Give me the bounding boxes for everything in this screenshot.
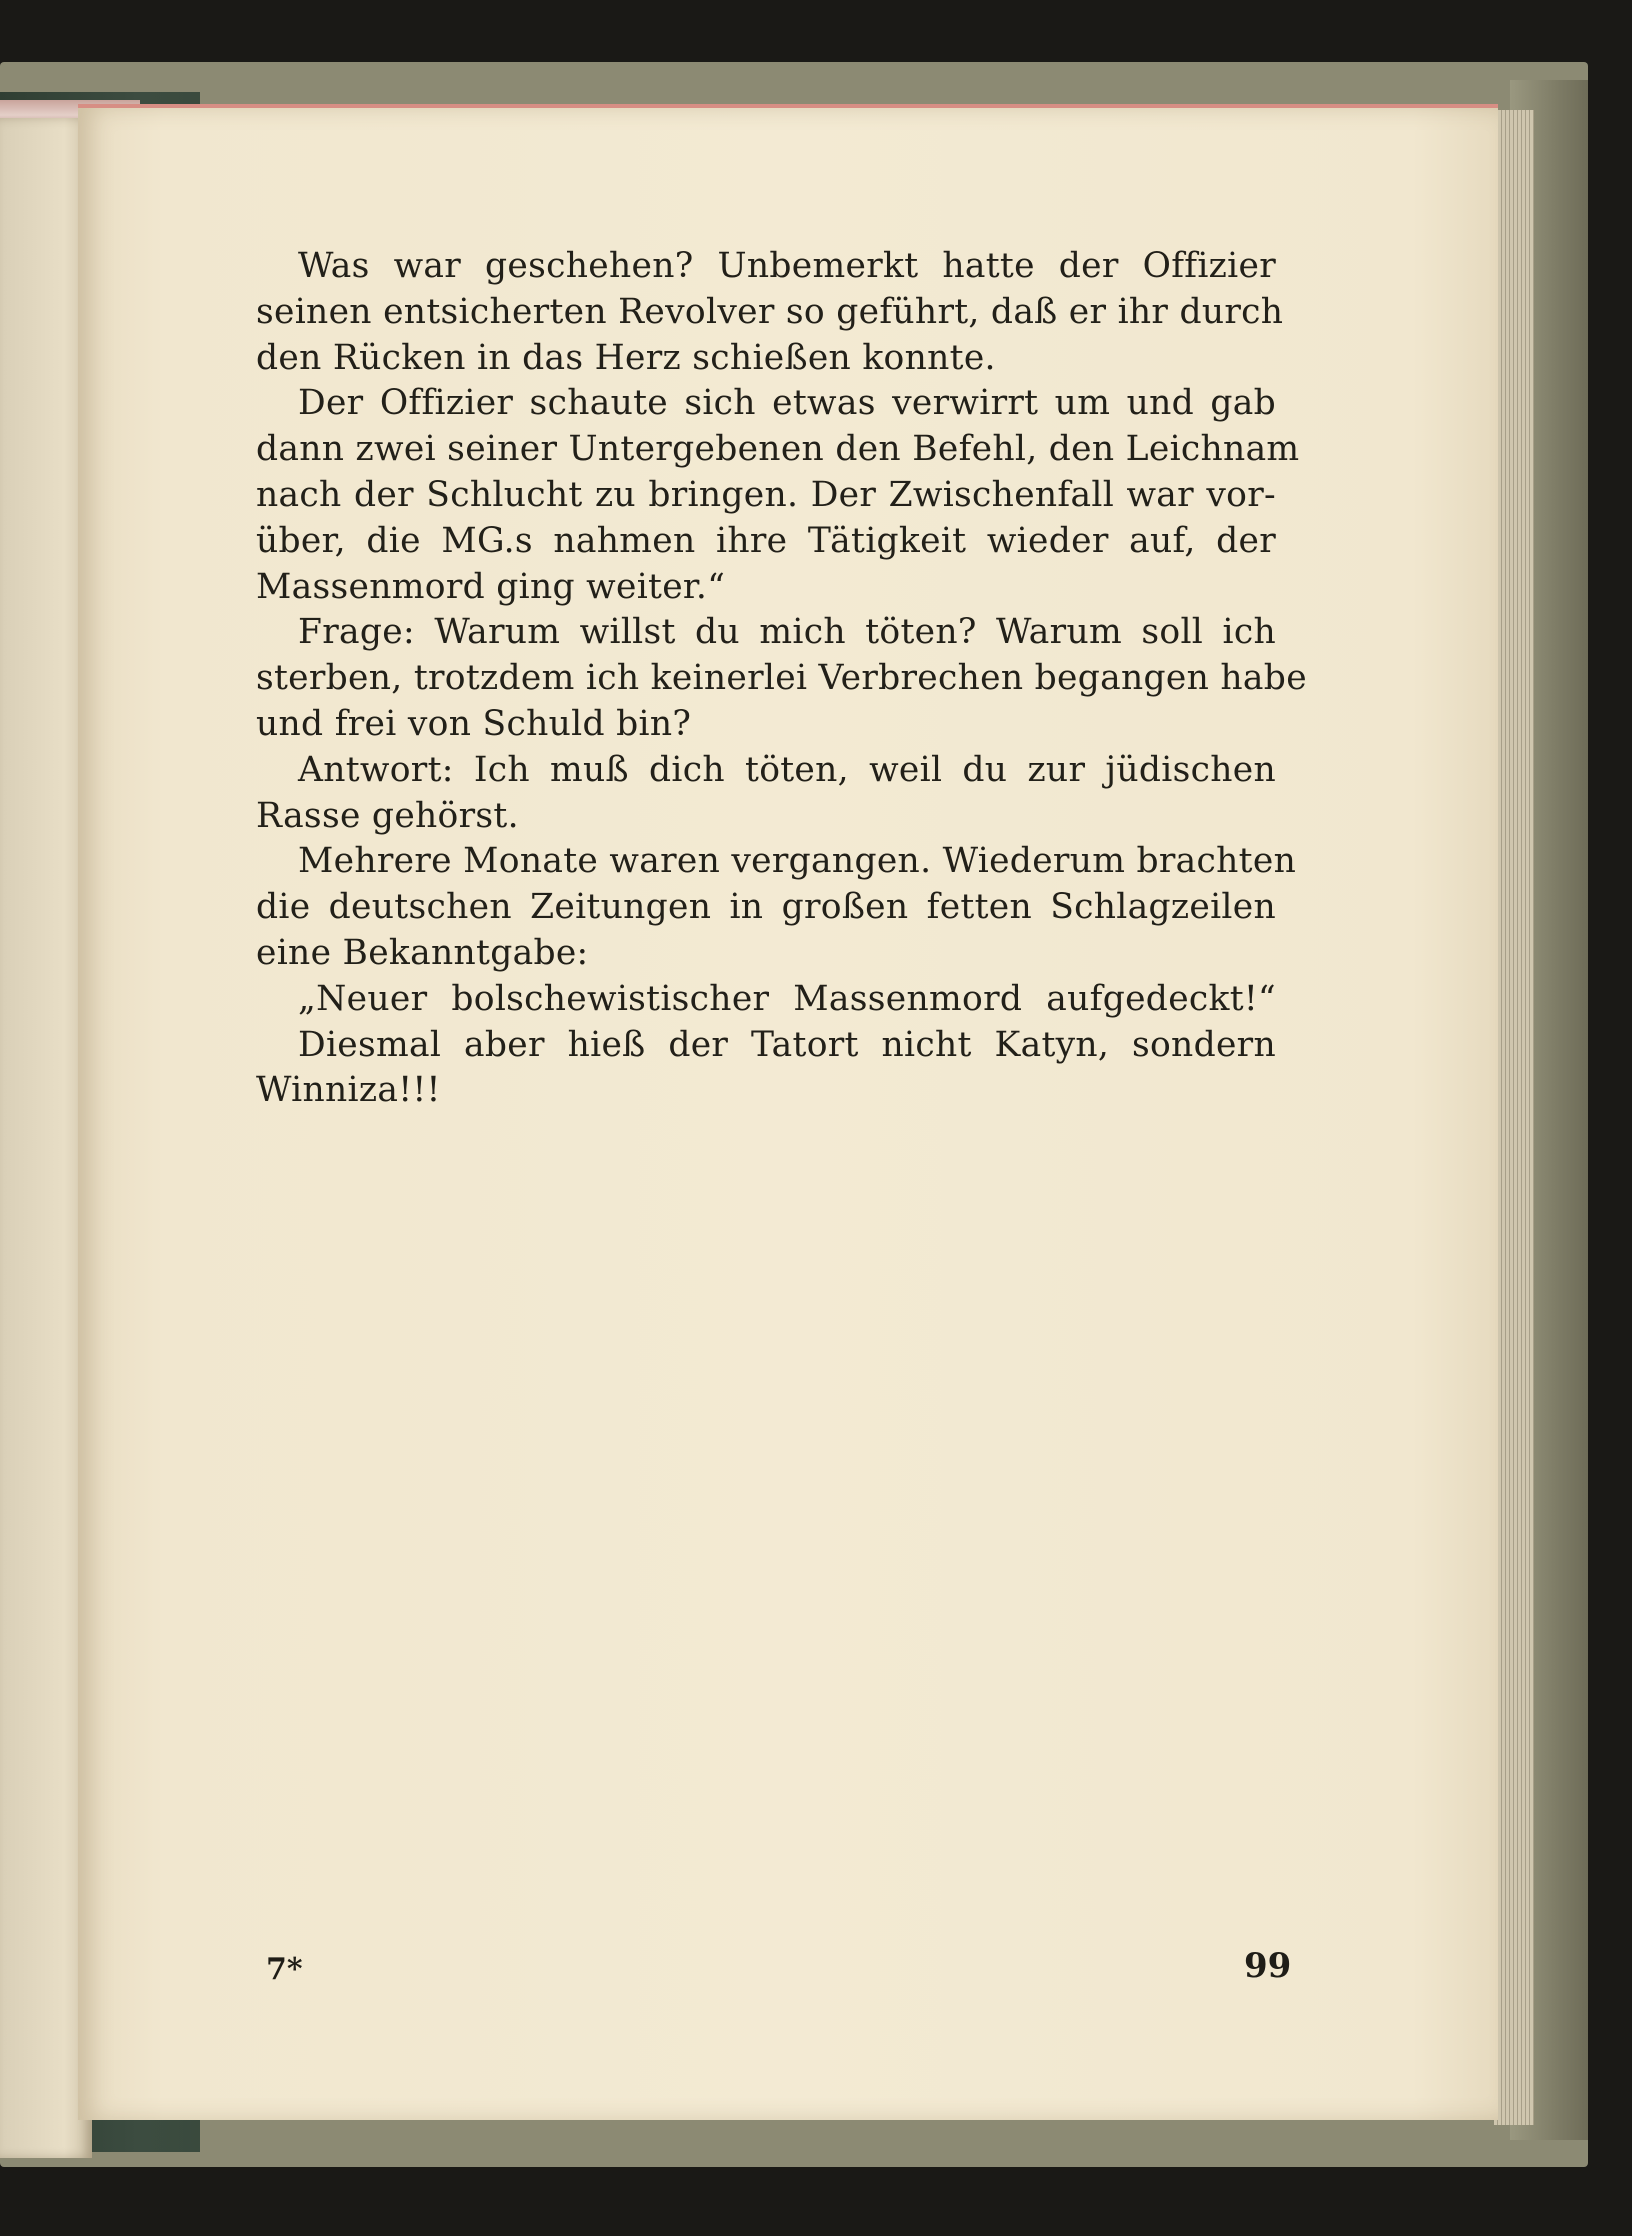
text-line: über, die MG.s nahmen ihre Tätigkeit wieder auf, der: [256, 520, 1276, 561]
text-line: und frei von Schuld bin?: [256, 703, 692, 744]
text-line: „Neuer bolschewistischer Massenmord aufgedeckt!“: [298, 978, 1276, 1019]
text-line: dann zwei seiner Untergebenen den Befehl, den Leichnam: [256, 429, 1300, 470]
body-text: [256, 244, 1307, 1114]
paragraph: [256, 1023, 1276, 1115]
signature-mark: 7*: [266, 1952, 303, 1987]
text-line: die deutschen Zeitungen in großen fetten Schlagzeilen: [256, 887, 1276, 928]
paragraph: [256, 748, 1276, 840]
text-line: Diesmal aber hieß der Tatort nicht Katyn, sondern: [298, 1024, 1276, 1065]
text-line: den Rücken in das Herz schießen konnte.: [256, 337, 996, 378]
text-line: sterben, trotzdem ich keinerlei Verbrechen begangen habe: [256, 658, 1307, 699]
paragraph: [256, 610, 1307, 747]
text-line: Frage: Warum willst du mich töten? Warum soll ich: [298, 612, 1276, 653]
text-line: eine Bekanntgabe:: [256, 932, 589, 973]
paragraph: [256, 839, 1297, 976]
paragraph: [256, 977, 1276, 1023]
text-line: Massenmord ging weiter.“: [256, 566, 726, 607]
text-line: nach der Schlucht zu bringen. Der Zwischenfall war vor-: [256, 474, 1276, 515]
text-line: seinen entsicherten Revolver so geführt, daß er ihr durch: [256, 291, 1284, 332]
text-line: Der Offizier schaute sich etwas verwirrt um und gab: [298, 383, 1276, 424]
text-line: Rasse gehörst.: [256, 795, 519, 836]
text-line: Winniza!!!: [256, 1070, 441, 1111]
paragraph: [256, 244, 1284, 381]
text-line: Mehrere Monate waren vergangen. Wiederum brachten: [298, 841, 1297, 882]
text-line: Was war geschehen? Unbemerkt hatte der Offizier: [298, 246, 1276, 286]
page-number: 99: [1244, 1946, 1292, 1986]
text-line: Antwort: Ich muß dich töten, weil du zur jüdischen: [298, 749, 1276, 790]
paragraph: [256, 381, 1300, 610]
page-block-edges: [1494, 110, 1534, 2125]
